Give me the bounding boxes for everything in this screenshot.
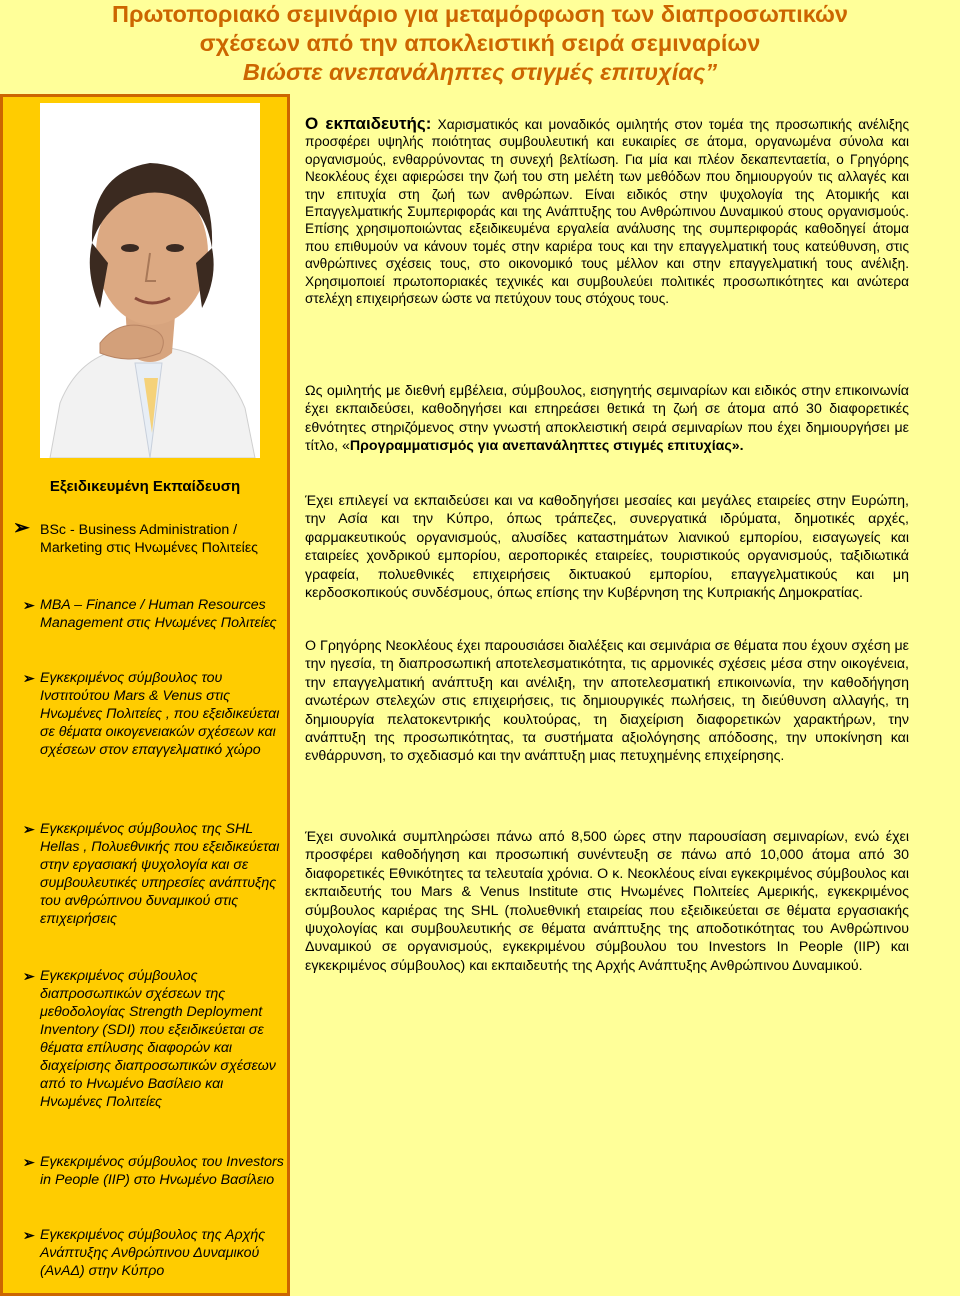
trainer-intro-text-2: Είναι ειδικός στην ψυχολογία της Ατομικής και Επαγγελματικής Συμπεριφοράς και της Ανάπτυξης του Ανθρώπινου Δυναμικού στους οργανισμούς. Επίσης χρησιμοποιώντας εξειδικευμένα εργαλεία ανάλυσης της συμπεριφοράς καθοδηγεί άτομα που επιθυμούν να κάνουν τομές στην καριέρα τους και την επαγγελματική τους κατεύθυνση, στις ανθρώπινες σχέσεις τους, στο οικονομικό τους μέλλον και στην επαγγελματική τους ανέλιξη. Χρησιμοποιεί πρωτοποριακές τεχνικές και συμβουλεύει πολιτικές προσωπικότητες και ανώτερα στελέχη επιχειρήσεων ώστε να πετύχουν τους στόχους τους. xyxy=(305,186,910,307)
seminar-series-title: Προγραμματισμός για ανεπανάληπτες στιγμές επιτυχίας». xyxy=(349,438,744,455)
trainer-intro-text: Χαρισματικός και μοναδικός ομιλητής στον τομέα της προσωπικής ανέλιξης προσφέρει υψηλής ποιότητας συμβουλευτική και ευκαιρίες σε άτομα, οργανωμένα σύνολα και οργανισμούς, ενθαρρύνοντας τη συνεχή βελτίωση. Για μία και πλέον δεκαπενταετία, ο Γρηγόρης Νεοκλέους έχει αφιερώσει την ζωή του στη μελέτη των μεθόδων που δημιουργούν τις αλλαγές και την επιτυχία στη ζωή των ανθρώπων. xyxy=(305,117,909,202)
page-header xyxy=(0,0,960,95)
credential-item: ➢ MBA – Finance / Human Resources Management στις Ηνωμένες Πολιτείες xyxy=(23,597,277,631)
credential-item: ➢ BSc - Business Administration / Marketing στις Ηνωμένες Πολιτείες xyxy=(13,517,258,556)
credential-item: ➢ Εγκεκριμένος σύμβουλος του Ινστιτούτου Mars & Venus στις Ηνωμένες Πολιτείες , που εξειδικεύεται σε θέματα οικογενειακών σχέσεων και σχέσεων στον επαγγελματικό χώρο xyxy=(23,670,280,758)
credential-item: ➢ Εγκεκριμένος σύμβουλος του Investors in People (IIP) στο Ηνωμένο Βασίλειο xyxy=(23,1154,284,1188)
arrow-bullet-icon: ➢ xyxy=(13,517,30,539)
credential-item: ➢ Εγκεκριμένος σύμβουλος της Αρχής Ανάπτυξης Ανθρώπινου Δυναμικού (ΑνΑΔ) στην Κύπρο xyxy=(23,1227,266,1279)
header-title-line-3: Βιώστε ανεπανάληπτες στιγμές επιτυχίας” xyxy=(242,59,718,85)
topics-paragraph: Ο Γρηγόρης Νεοκλέους έχει παρουσιάσει διαλέξεις και σεμινάρια σε θέματα που έχουν σχέση με την ηγεσία, τη διαπροσωπική αποτελεσματικότητα, τις αρμονικές σχέσεις μέσα στην οικογένεια, την επαγγελματική ανάπτυξη και ανέλιξη, την αποτελεσματική επικοινωνία, την καθοδήγηση ανωτέρων στελεχών στις επιχειρήσεις, τις δημιουργικές πωλήσεις, τη διεύθυνση αλλαγής, τη δημιουργία πελατοκεντρικής κουλτούρας, τη διαχείριση διαφορετικών χαρακτήρων, την ανάπτυξη της προσωπικότητας, τα συστήματα αξιολόγησης απόδοσης, την υποκίνηση και ενθάρρυνση, το σχεδιασμό και την ανάπτυξη μιας πετυχημένης επιχείρησης. xyxy=(305,638,909,765)
experience-paragraph: Έχει συνολικά συμπληρώσει πάνω από 8,500 ώρες στην παρουσίαση σεμιναρίων, ενώ έχει προσφέρει καθοδήγηση και προσωπική συνέντευξη σε πάνω από 10,000 άτομα από 30 διαφορετικές Εθνικότητες τα τελευταία χρόνια. Ο κ. Νεοκλέους είναι εγκεκριμένος σύμβουλος και εκπαιδευτής του Mars & Venus Institute στις Ηνωμένες Πολιτείες Αμερικής, εγκεκριμένος σύμβουλος καριέρας της SHL (πολυεθνική εταιρείας που εξειδικεύεται σε θέματα εργασιακής ψυχολογίας και συμβουλευτικής σε θέματα ανάπτυξης της αποδοτικότητας του Ανθρώπινου Δυναμικού σε οργανισμούς, εγκεκριμένου σύμβουλου του Investors In People (IIP) και εγκεκριμένος σύμβουλος) και εκπαιδευτής της Αρχής Ανάπτυξης Ανθρώπινου Δυναμικού. xyxy=(305,829,909,974)
arrow-bullet-icon: ➢ xyxy=(23,597,35,613)
arrow-bullet-icon: ➢ xyxy=(23,670,35,686)
arrow-bullet-icon: ➢ xyxy=(23,1154,35,1170)
arrow-bullet-icon: ➢ xyxy=(23,968,35,984)
arrow-bullet-icon: ➢ xyxy=(23,1227,35,1243)
credential-item: ➢ Εγκεκριμένος σύμβουλος διαπροσωπικών σχέσεων της μεθοδολογίας Strength Deployment Inventory (SDI) που εξειδικεύεται σε θέματα επίλυσης διαφορών και διαχείρισης διαπροσωπικών σχέσεων από το Ηνωμένο Βασίλειο και Ηνωμένες Πολιτείες xyxy=(23,968,276,1110)
portrait-image xyxy=(40,103,260,458)
header-title-line-1: Πρωτοποριακό σεμινάριο για μεταμόρφωση των διαπροσωπικών xyxy=(112,1,848,27)
credential-item: ➢ Εγκεκριμένος σύμβουλος της SHL Hellas , Πολυεθνικής που εξειδικεύεται στην εργασιακή ψυχολογία και σε συμβουλευτικές υπηρεσίες ανάπτυξης του ανθρώπινου δυναμικού στις επιχειρήσεις xyxy=(23,821,280,927)
sidebar-title: Εξειδικευμένη Εκπαίδευση xyxy=(49,478,241,495)
arrow-bullet-icon: ➢ xyxy=(23,821,35,837)
clients-paragraph: Έχει επιλεγεί να εκπαιδεύσει και να καθοδηγήσει μεσαίες και μεγάλες εταιρείες στην Ευρώπη, την Ασία και την Κύπρο, όπως τράπεζες, συνεργατικά ιδρύματα, δημοτικές αρχές, φαρμακευτικούς οργανισμούς, αλυσίδες καταστημάτων λιανικού εμπορίου, εισαγωγείς και εταιρείες χονδρικού εμπορίου, αεροπορικές εταιρείες, τουριστικούς οργανισμούς, ταξιδιωτικά γραφεία, πολυεθνικές επιχειρήσεις δικτυακού εμπορίου, επαγγελματικούς και μη κερδοσκοπικούς συνδέσμους, όπως επίσης την Κυβέρνηση της Κυπριακής Δημοκρατίας. xyxy=(305,493,909,602)
header-title-line-2: σχέσεων από την αποκλειστική σειρά σεμιναρίων xyxy=(199,30,761,56)
speaker-paragraph: Ως ομιλητής με διεθνή εμβέλεια, σύμβουλος, εισηγητής σεμιναρίων και ειδικός στην επικοινωνία έχει εκπαιδεύσει, καθοδηγήσει και επηρεάσει θετικά τη ζωή σε άτομα από 30 διαφορετικές εθνότητες στηριζόμενος στην γνωστή αποκλειστική σειρά σεμιναρίων που έχει δημιουργήσει με τίτλο, «Προγραμματισμός για ανεπανάληπτες στιγμές επιτυχίας». xyxy=(305,383,909,455)
trainer-intro-paragraph xyxy=(305,115,909,307)
trainer-photo xyxy=(40,103,260,458)
trainer-label: Ο εκπαιδευτής: xyxy=(305,114,432,133)
